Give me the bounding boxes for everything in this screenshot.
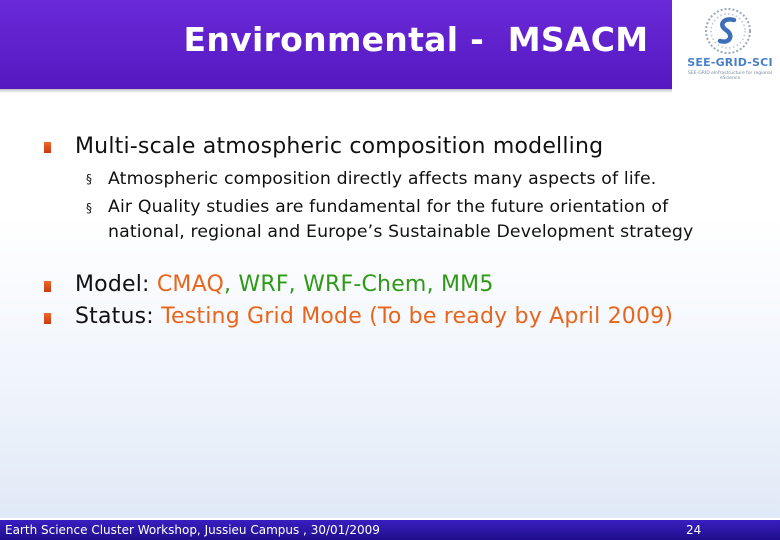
see-grid-sci-logo-icon [702,5,754,57]
status-label: Status: [75,304,162,329]
model-separator: , [288,272,304,297]
model-label: Model: [75,272,157,297]
sub-bullet-icon: § [86,172,92,186]
bullet-icon [44,142,51,153]
model-separator: , [426,272,441,297]
slide-title: Environmental - MSACM [183,20,649,59]
logo [672,0,780,93]
footer-bar [0,520,780,540]
status-value: Testing Grid Mode (To be ready by April 2009) [161,304,674,329]
title-bar [0,0,672,89]
logo-subtitle: SEE-GRID eInfrastructure for regional eScience [687,71,773,81]
page-number: 24 [686,523,702,537]
model-line [75,272,494,297]
bullet-text: Multi-scale atmospheric composition modelling [75,134,604,159]
model-wrf-chem: WRF-Chem [303,272,427,297]
model-cmaq: CMAQ [156,272,224,297]
sub-bullet-text: Air Quality studies are fundamental for the future orientation of national, regional and Europe’s Sustainable Development strategy [108,197,694,242]
model-separator: , [223,272,239,297]
footer-text: Earth Science Cluster Workshop, Jussieu Campus , 30/01/2009 [5,523,380,537]
logo-name: SEE-GRID-SCI [687,56,773,69]
status-line [75,304,673,329]
model-mm5: MM5 [440,272,494,297]
bullet-icon [44,313,51,324]
model-wrf: WRF [238,272,289,297]
sub-bullet-text: Atmospheric composition directly affects many aspects of life. [108,169,657,189]
sub-bullet-icon: § [86,201,92,215]
bullet-icon [44,281,51,292]
